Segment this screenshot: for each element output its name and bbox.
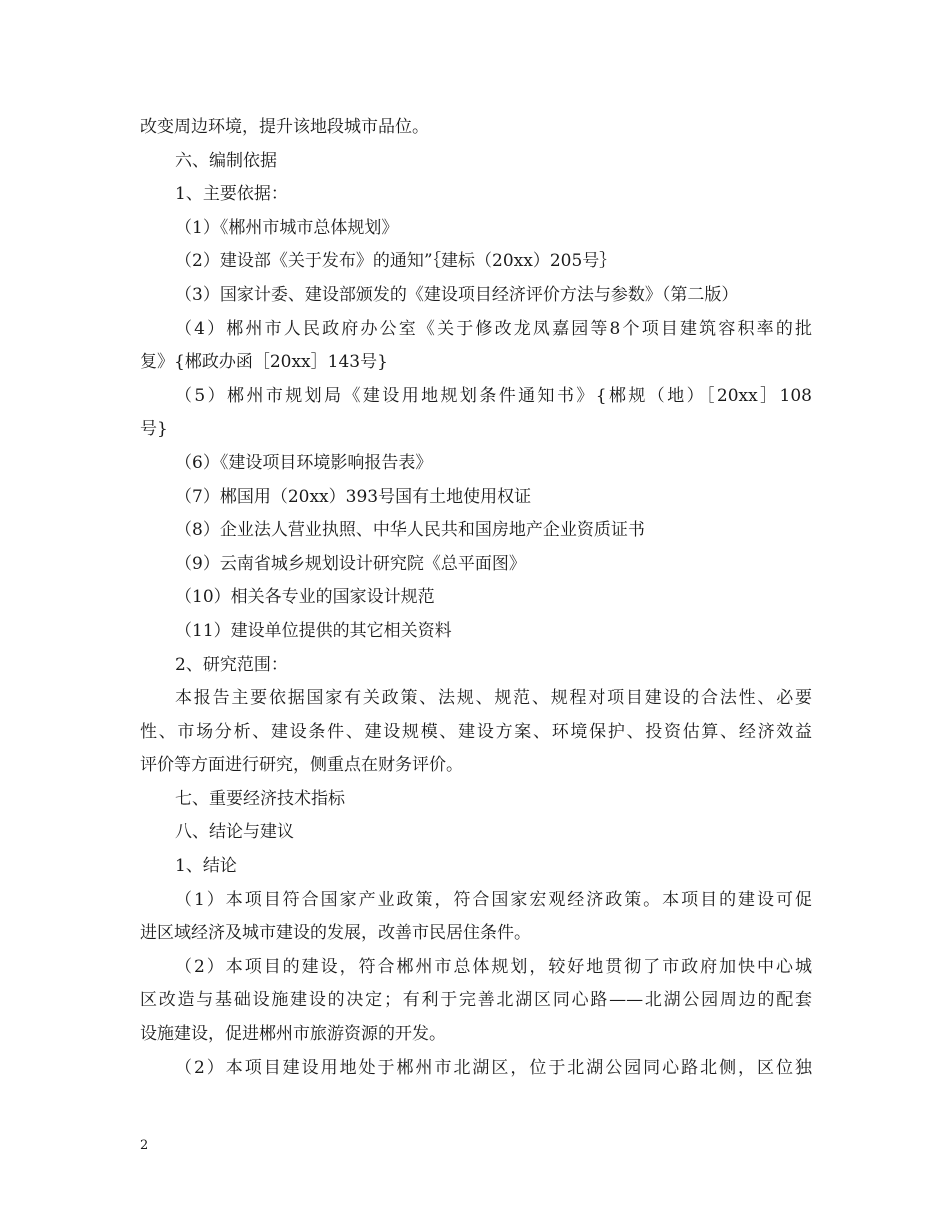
text-line: （1）《郴州市城市总体规划》 xyxy=(175,217,399,238)
text-line: 六、编制依据 xyxy=(175,150,277,171)
text-line: （4）郴州市人民政府办公室《关于修改龙凤嘉园等8个项目建筑容积率的批 xyxy=(175,318,812,339)
text-line: 区改造与基础设施建设的决定；有利于完善北湖区同心路——北湖公园周边的配套 xyxy=(140,990,812,1011)
text-line: （8）企业法人营业执照、中华人民共和国房地产企业资质证书 xyxy=(175,520,645,541)
document-body xyxy=(140,111,812,1085)
text-line: 号} xyxy=(140,419,168,440)
text-line: （6）《建设项目环境影响报告表》 xyxy=(175,452,433,473)
text-line: 改变周边环境，提升该地段城市品位。 xyxy=(140,117,429,137)
text-line: （3）国家计委、建设部颁发的《建设项目经济评价方法与参数》（第二版） xyxy=(175,284,739,305)
text-line: 1、结论 xyxy=(175,856,237,877)
text-line: 本报告主要依据国家有关政策、法规、规范、规程对项目建设的合法性、必要 xyxy=(175,688,812,709)
text-line: 评价等方面进行研究，侧重点在财务评价。 xyxy=(140,755,463,776)
text-line: （2）本项目建设用地处于郴州市北湖区，位于北湖公园同心路北侧，区位独 xyxy=(175,1057,812,1078)
text-line: （9）云南省城乡规划设计研究院《总平面图》 xyxy=(175,553,526,574)
text-line: 复》{郴政办函［20xx］143号} xyxy=(140,352,388,373)
text-line: 进区域经济及城市建设的发展，改善市民居住条件。 xyxy=(140,923,531,944)
text-line: （2）建设部《关于发布》的通知”｛建标（20xx）205号｝ xyxy=(175,251,617,272)
text-line: 1、主要依据： xyxy=(175,184,288,205)
text-line: 七、重要经济技术指标 xyxy=(175,788,345,809)
text-line: （5）郴州市规划局《建设用地规划条件通知书》{郴规（地）［20xx］108 xyxy=(175,385,812,406)
text-line: 性、市场分析、建设条件、建设规模、建设方案、环境保护、投资估算、经济效益 xyxy=(140,721,812,742)
text-line: （7）郴国用（20xx）393号国有土地使用权证 xyxy=(175,486,532,507)
text-line: 设施建设，促进郴州市旅游资源的开发。 xyxy=(140,1024,446,1045)
text-line: （11）建设单位提供的其它相关资料 xyxy=(175,620,452,641)
text-line: 2、研究范围： xyxy=(175,654,288,675)
text-line: （1）本项目符合国家产业政策，符合国家宏观经济政策。本项目的建设可促 xyxy=(175,889,812,910)
text-line: （10）相关各专业的国家设计规范 xyxy=(175,587,435,608)
text-line: （2）本项目的建设，符合郴州市总体规划，较好地贯彻了市政府加快中心城 xyxy=(175,956,812,977)
text-line: 八、结论与建议 xyxy=(175,822,294,843)
page-number: 2 xyxy=(140,1138,149,1153)
